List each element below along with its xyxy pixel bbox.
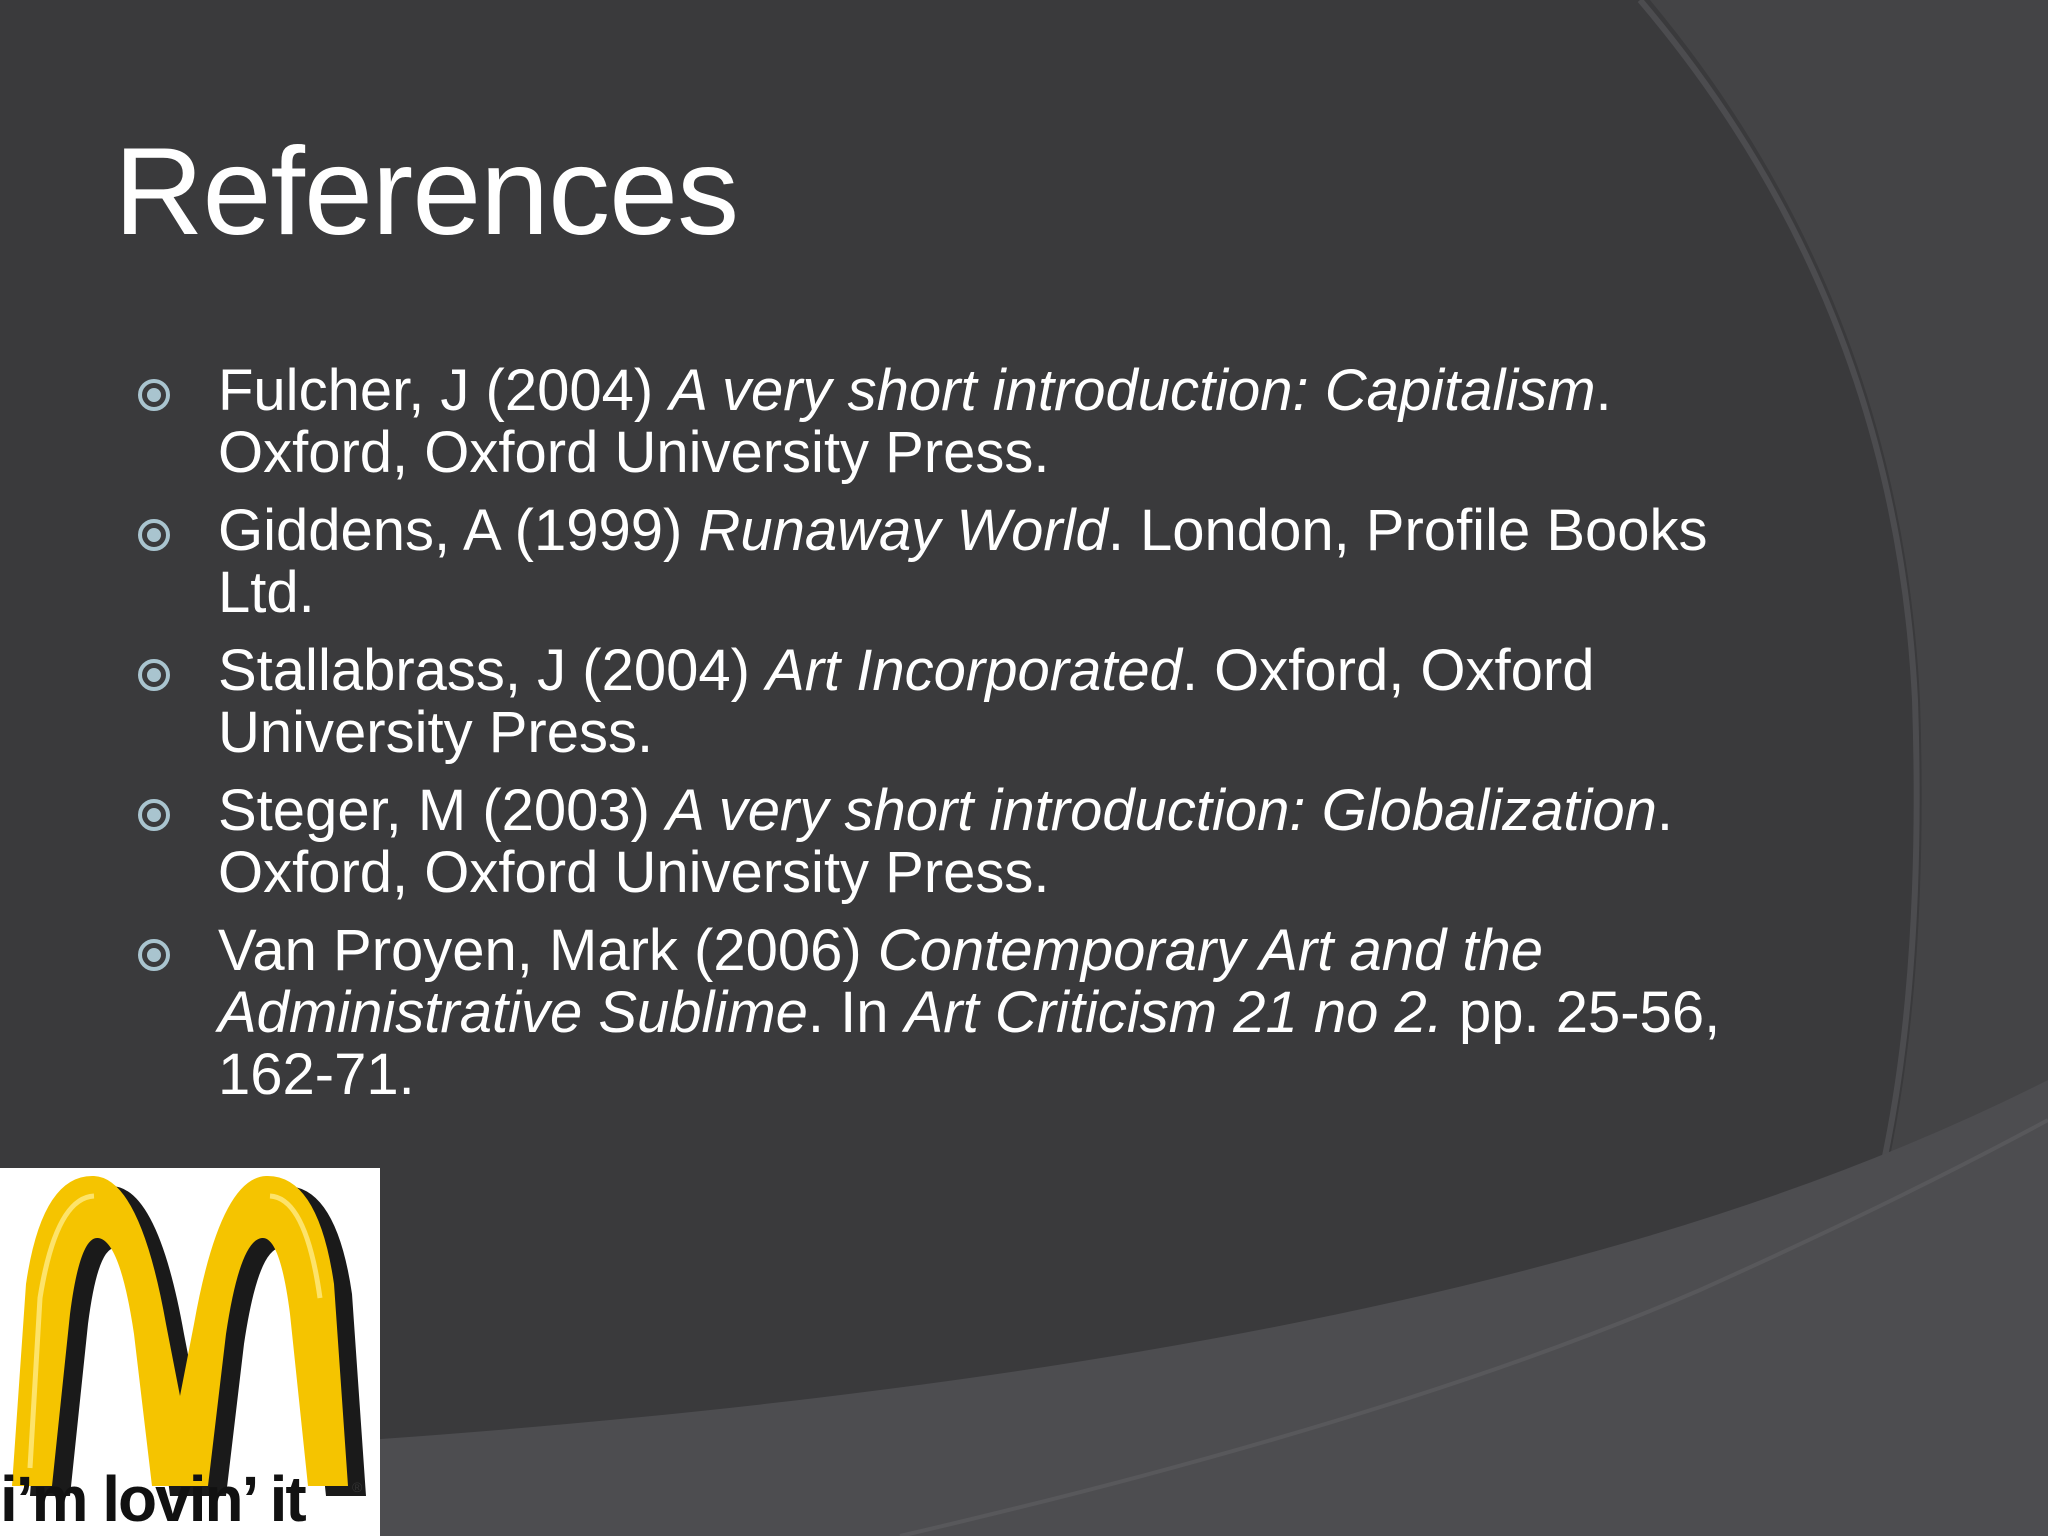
reference-author: Van Proyen, Mark (2006) <box>218 918 878 983</box>
reference-author: Steger, M (2003) <box>218 778 667 843</box>
reference-title: Runaway World <box>698 498 1108 563</box>
reference-title: Contemporary Art and the Administrative Sublime <box>218 918 1543 1045</box>
slide-title: References <box>114 123 739 261</box>
reference-journal: Art Criticism 21 no 2. <box>904 980 1443 1045</box>
target-bullet-icon <box>137 378 171 412</box>
target-bullet-icon <box>137 518 171 552</box>
reference-item <box>0 640 1780 764</box>
reference-item <box>0 920 1780 1106</box>
reference-author: Stallabrass, J (2004) <box>218 638 767 703</box>
reference-item <box>0 500 1780 624</box>
reference-publisher: . Oxford, Oxford University Press. <box>218 638 1595 765</box>
reference-title: A very short introduction: Globalization <box>666 778 1657 843</box>
reference-publisher: . Oxford, Oxford University Press. <box>218 778 1674 905</box>
references-list <box>0 360 1780 1122</box>
reference-item <box>0 360 1780 484</box>
reference-pages: pp. 25-56, 162-71. <box>218 980 1721 1107</box>
reference-title: Art Incorporated <box>766 638 1182 703</box>
mcdonalds-logo <box>0 1168 380 1536</box>
reference-title: A very short introduction: Capitalism <box>669 358 1596 423</box>
svg-text:®: ® <box>352 1479 363 1495</box>
reference-item <box>0 780 1780 904</box>
target-bullet-icon <box>137 798 171 832</box>
logo-slogan: i’m lovin’ it <box>0 1463 305 1535</box>
reference-author: Fulcher, J (2004) <box>218 358 670 423</box>
reference-publisher: . London, Profile Books Ltd. <box>218 498 1708 625</box>
reference-connector: . In <box>807 980 905 1045</box>
reference-publisher: . Oxford, Oxford University Press. <box>218 358 1612 485</box>
target-bullet-icon <box>137 658 171 692</box>
target-bullet-icon <box>137 938 171 972</box>
reference-author: Giddens, A (1999) <box>218 498 699 563</box>
